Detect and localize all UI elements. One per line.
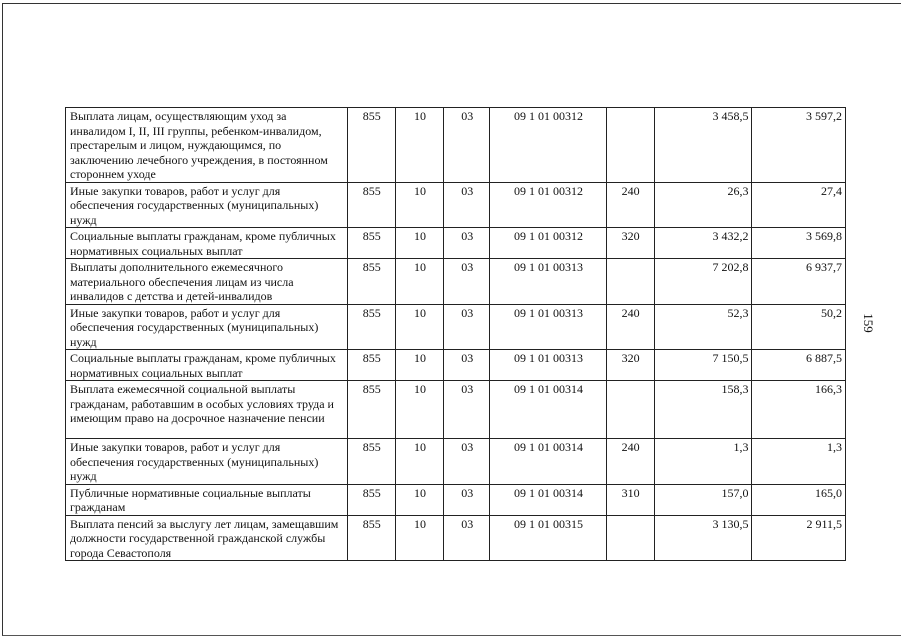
amount-year-2: 6 887,5 (752, 350, 846, 381)
page-number: 159 (860, 313, 876, 333)
amount-year-1: 158,3 (654, 381, 752, 439)
section-code: 10 (395, 381, 443, 439)
target-article-code: 09 1 01 00313 (490, 304, 606, 350)
expense-type-code: 240 (606, 304, 654, 350)
section-code: 10 (395, 108, 443, 183)
subsection-code: 03 (444, 484, 490, 515)
expense-type-code: 310 (606, 484, 654, 515)
row-name: Выплата ежемесячной социальной выплаты гражданам, работавшим в особых условиях труда и имеющим право на досрочное назначение пенсии (66, 381, 348, 439)
amount-year-2: 166,3 (752, 381, 846, 439)
section-code: 10 (395, 304, 443, 350)
subsection-code: 03 (444, 381, 490, 439)
section-code: 10 (395, 228, 443, 259)
target-article-code: 09 1 01 00312 (490, 182, 606, 228)
amount-year-1: 26,3 (654, 182, 752, 228)
amount-year-2: 50,2 (752, 304, 846, 350)
subsection-code: 03 (444, 228, 490, 259)
grbs-code: 855 (347, 515, 395, 561)
section-code: 10 (395, 350, 443, 381)
expense-type-code: 240 (606, 439, 654, 485)
target-article-code: 09 1 01 00314 (490, 484, 606, 515)
amount-year-1: 52,3 (654, 304, 752, 350)
row-name: Иные закупки товаров, работ и услуг для обеспечения государственных (муниципальных) нужд (66, 304, 348, 350)
amount-year-2: 2 911,5 (752, 515, 846, 561)
expense-type-code (606, 259, 654, 305)
expense-type-code (606, 515, 654, 561)
target-article-code: 09 1 01 00313 (490, 259, 606, 305)
amount-year-1: 3 432,2 (654, 228, 752, 259)
subsection-code: 03 (444, 259, 490, 305)
table-row (66, 484, 846, 515)
subsection-code: 03 (444, 515, 490, 561)
amount-year-2: 3 597,2 (752, 108, 846, 183)
table-row (66, 108, 846, 183)
subsection-code: 03 (444, 350, 490, 381)
grbs-code: 855 (347, 304, 395, 350)
table-row (66, 259, 846, 305)
amount-year-1: 7 202,8 (654, 259, 752, 305)
grbs-code: 855 (347, 381, 395, 439)
grbs-code: 855 (347, 228, 395, 259)
table-row (66, 381, 846, 439)
table-row (66, 515, 846, 561)
subsection-code: 03 (444, 108, 490, 183)
amount-year-2: 165,0 (752, 484, 846, 515)
target-article-code: 09 1 01 00314 (490, 439, 606, 485)
amount-year-1: 3 458,5 (654, 108, 752, 183)
table-row (66, 439, 846, 485)
grbs-code: 855 (347, 259, 395, 305)
grbs-code: 855 (347, 439, 395, 485)
target-article-code: 09 1 01 00312 (490, 228, 606, 259)
table-body (66, 108, 846, 561)
target-article-code: 09 1 01 00315 (490, 515, 606, 561)
target-article-code: 09 1 01 00314 (490, 381, 606, 439)
subsection-code: 03 (444, 182, 490, 228)
target-article-code: 09 1 01 00312 (490, 108, 606, 183)
subsection-code: 03 (444, 304, 490, 350)
table-row (66, 228, 846, 259)
target-article-code: 09 1 01 00313 (490, 350, 606, 381)
amount-year-1: 1,3 (654, 439, 752, 485)
expense-type-code (606, 108, 654, 183)
expense-type-code: 320 (606, 350, 654, 381)
budget-table (65, 107, 846, 561)
table-row (66, 350, 846, 381)
subsection-code: 03 (444, 439, 490, 485)
amount-year-2: 6 937,7 (752, 259, 846, 305)
row-name: Социальные выплаты гражданам, кроме публичных нормативных социальных выплат (66, 350, 348, 381)
amount-year-1: 7 150,5 (654, 350, 752, 381)
row-name: Иные закупки товаров, работ и услуг для обеспечения государственных (муниципальных) нужд (66, 439, 348, 485)
expense-type-code (606, 381, 654, 439)
row-name: Выплата пенсий за выслугу лет лицам, замещавшим должности государственной гражданской службы города Севастополя (66, 515, 348, 561)
table-row (66, 182, 846, 228)
table-row (66, 304, 846, 350)
expense-type-code: 240 (606, 182, 654, 228)
section-code: 10 (395, 439, 443, 485)
row-name: Иные закупки товаров, работ и услуг для обеспечения государственных (муниципальных) нужд (66, 182, 348, 228)
grbs-code: 855 (347, 182, 395, 228)
row-name: Выплата лицам, осуществляющим уход за инвалидом I, II, III группы, ребенком-инвалидом, престарелым и лицом, нуждающимся, по заключению лечебного учреждения, в постоянном стороннем уходе (66, 108, 348, 183)
row-name: Социальные выплаты гражданам, кроме публичных нормативных социальных выплат (66, 228, 348, 259)
row-name: Публичные нормативные социальные выплаты гражданам (66, 484, 348, 515)
amount-year-2: 27,4 (752, 182, 846, 228)
amount-year-2: 3 569,8 (752, 228, 846, 259)
amount-year-1: 157,0 (654, 484, 752, 515)
grbs-code: 855 (347, 484, 395, 515)
amount-year-2: 1,3 (752, 439, 846, 485)
grbs-code: 855 (347, 350, 395, 381)
expense-type-code: 320 (606, 228, 654, 259)
section-code: 10 (395, 515, 443, 561)
row-name: Выплаты дополнительного ежемесячного материального обеспечения лицам из числа инвалидов с детства и детей-инвалидов (66, 259, 348, 305)
section-code: 10 (395, 484, 443, 515)
grbs-code: 855 (347, 108, 395, 183)
section-code: 10 (395, 182, 443, 228)
amount-year-1: 3 130,5 (654, 515, 752, 561)
section-code: 10 (395, 259, 443, 305)
